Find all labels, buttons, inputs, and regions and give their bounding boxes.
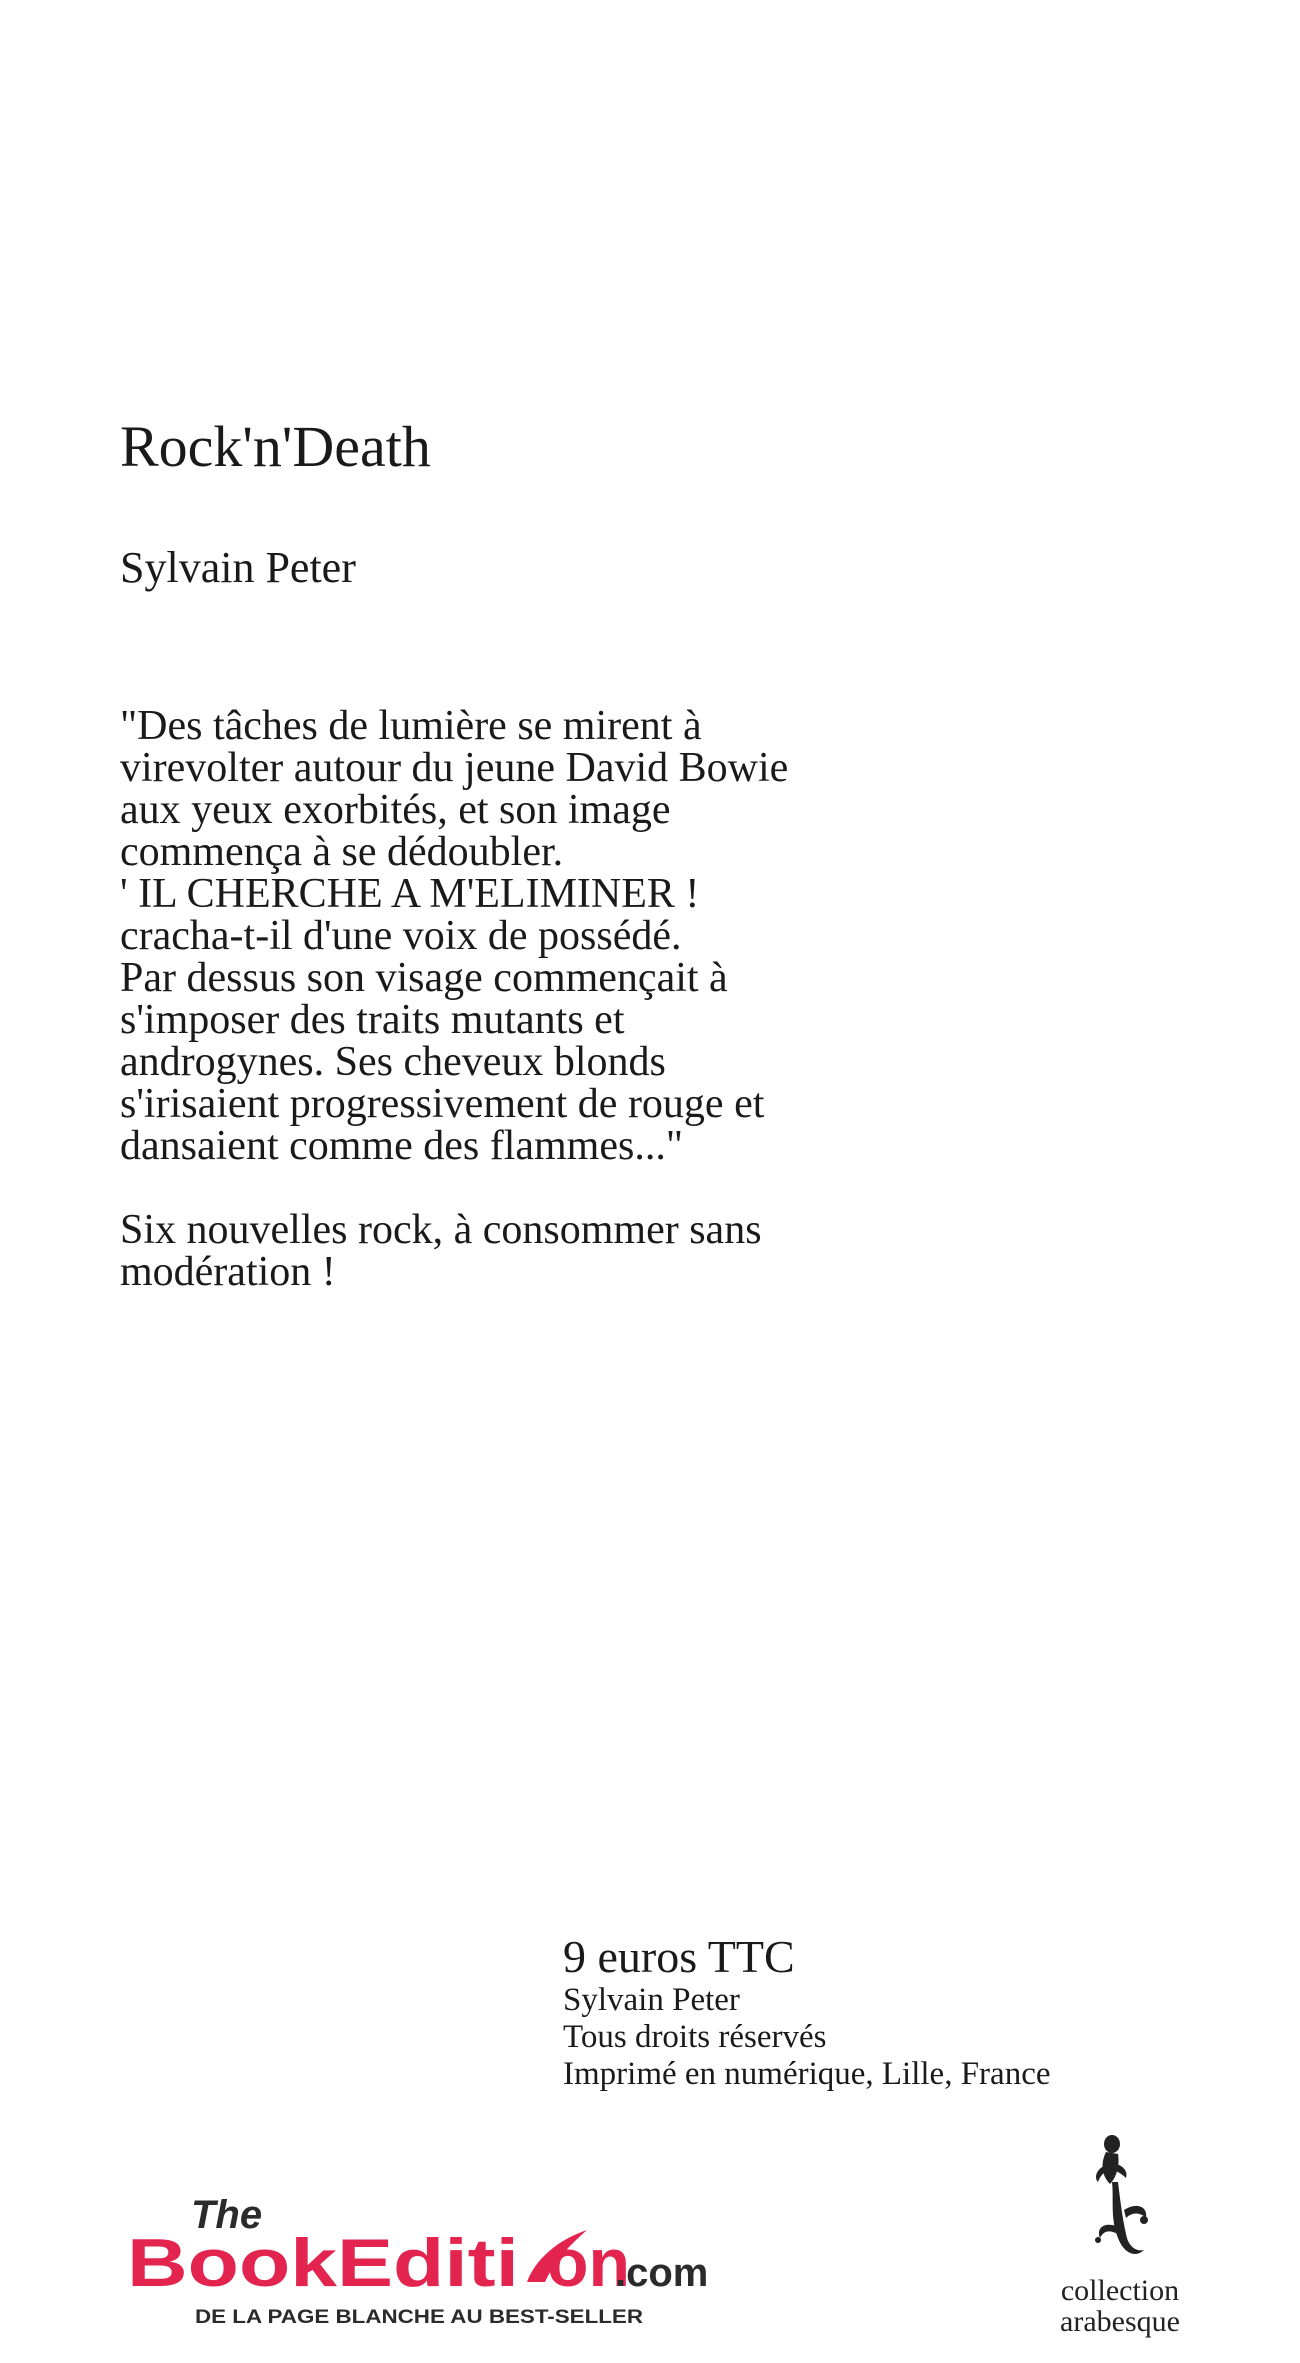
colophon-printing: Imprimé en numérique, Lille, France: [563, 2056, 1051, 2092]
logo-tagline: DE LA PAGE BLANCHE AU BEST-SELLER: [195, 2307, 644, 2328]
blurb-line: dansaient comme des flammes...": [120, 1123, 683, 1169]
book-author: Sylvain Peter: [120, 543, 356, 592]
colophon-author: Sylvain Peter: [563, 1982, 740, 2018]
blurb-line: "Des tâches de lumière se mirent à: [120, 703, 702, 749]
blurb-closing-line: Six nouvelles rock, à consommer sans: [120, 1207, 762, 1253]
blurb-line: ' IL CHERCHE A M'ELIMINER !: [120, 871, 700, 917]
logo-book-text: BookEditi: [127, 2225, 519, 2301]
blurb-line: aux yeux exorbités, et son image: [120, 787, 671, 833]
price: 9 euros TTC: [563, 1931, 795, 1982]
blurb-line: androgynes. Ses cheveux blonds: [120, 1039, 666, 1085]
monkey-on-vine-icon: [1040, 2130, 1200, 2270]
bookedition-logo: [125, 2190, 715, 2330]
blurb-line: Par dessus son visage commençait à: [120, 955, 728, 1001]
colophon: [563, 1932, 1051, 2093]
blurb-closing-line: modération !: [120, 1249, 336, 1295]
blurb-line: cracha-t-il d'une voix de possédé.: [120, 913, 682, 959]
book-title: Rock'n'Death: [120, 414, 431, 479]
logo-the-text: The: [191, 2193, 263, 2237]
blurb-line: s'imposer des traits mutants et: [120, 997, 625, 1043]
collection-name: arabesque: [1060, 2305, 1180, 2338]
collection-label: collection: [1060, 2274, 1180, 2307]
logo-on-text: on: [547, 2225, 631, 2301]
colophon-rights: Tous droits réservés: [563, 2019, 827, 2055]
blurb-line: virevolter autour du jeune David Bowie: [120, 745, 789, 791]
blurb-line: s'irisaient progressivement de rouge et: [120, 1081, 765, 1127]
collection-arabesque-logo: [1040, 2130, 1200, 2340]
blurb-paragraph-gap: [120, 1167, 1120, 1209]
bookedition-logo-graphic: [125, 2190, 715, 2330]
blurb-line: commença à se dédoubler.: [120, 829, 564, 875]
back-cover-blurb: [120, 705, 1120, 1293]
logo-domain-text: .com: [615, 2251, 709, 2295]
